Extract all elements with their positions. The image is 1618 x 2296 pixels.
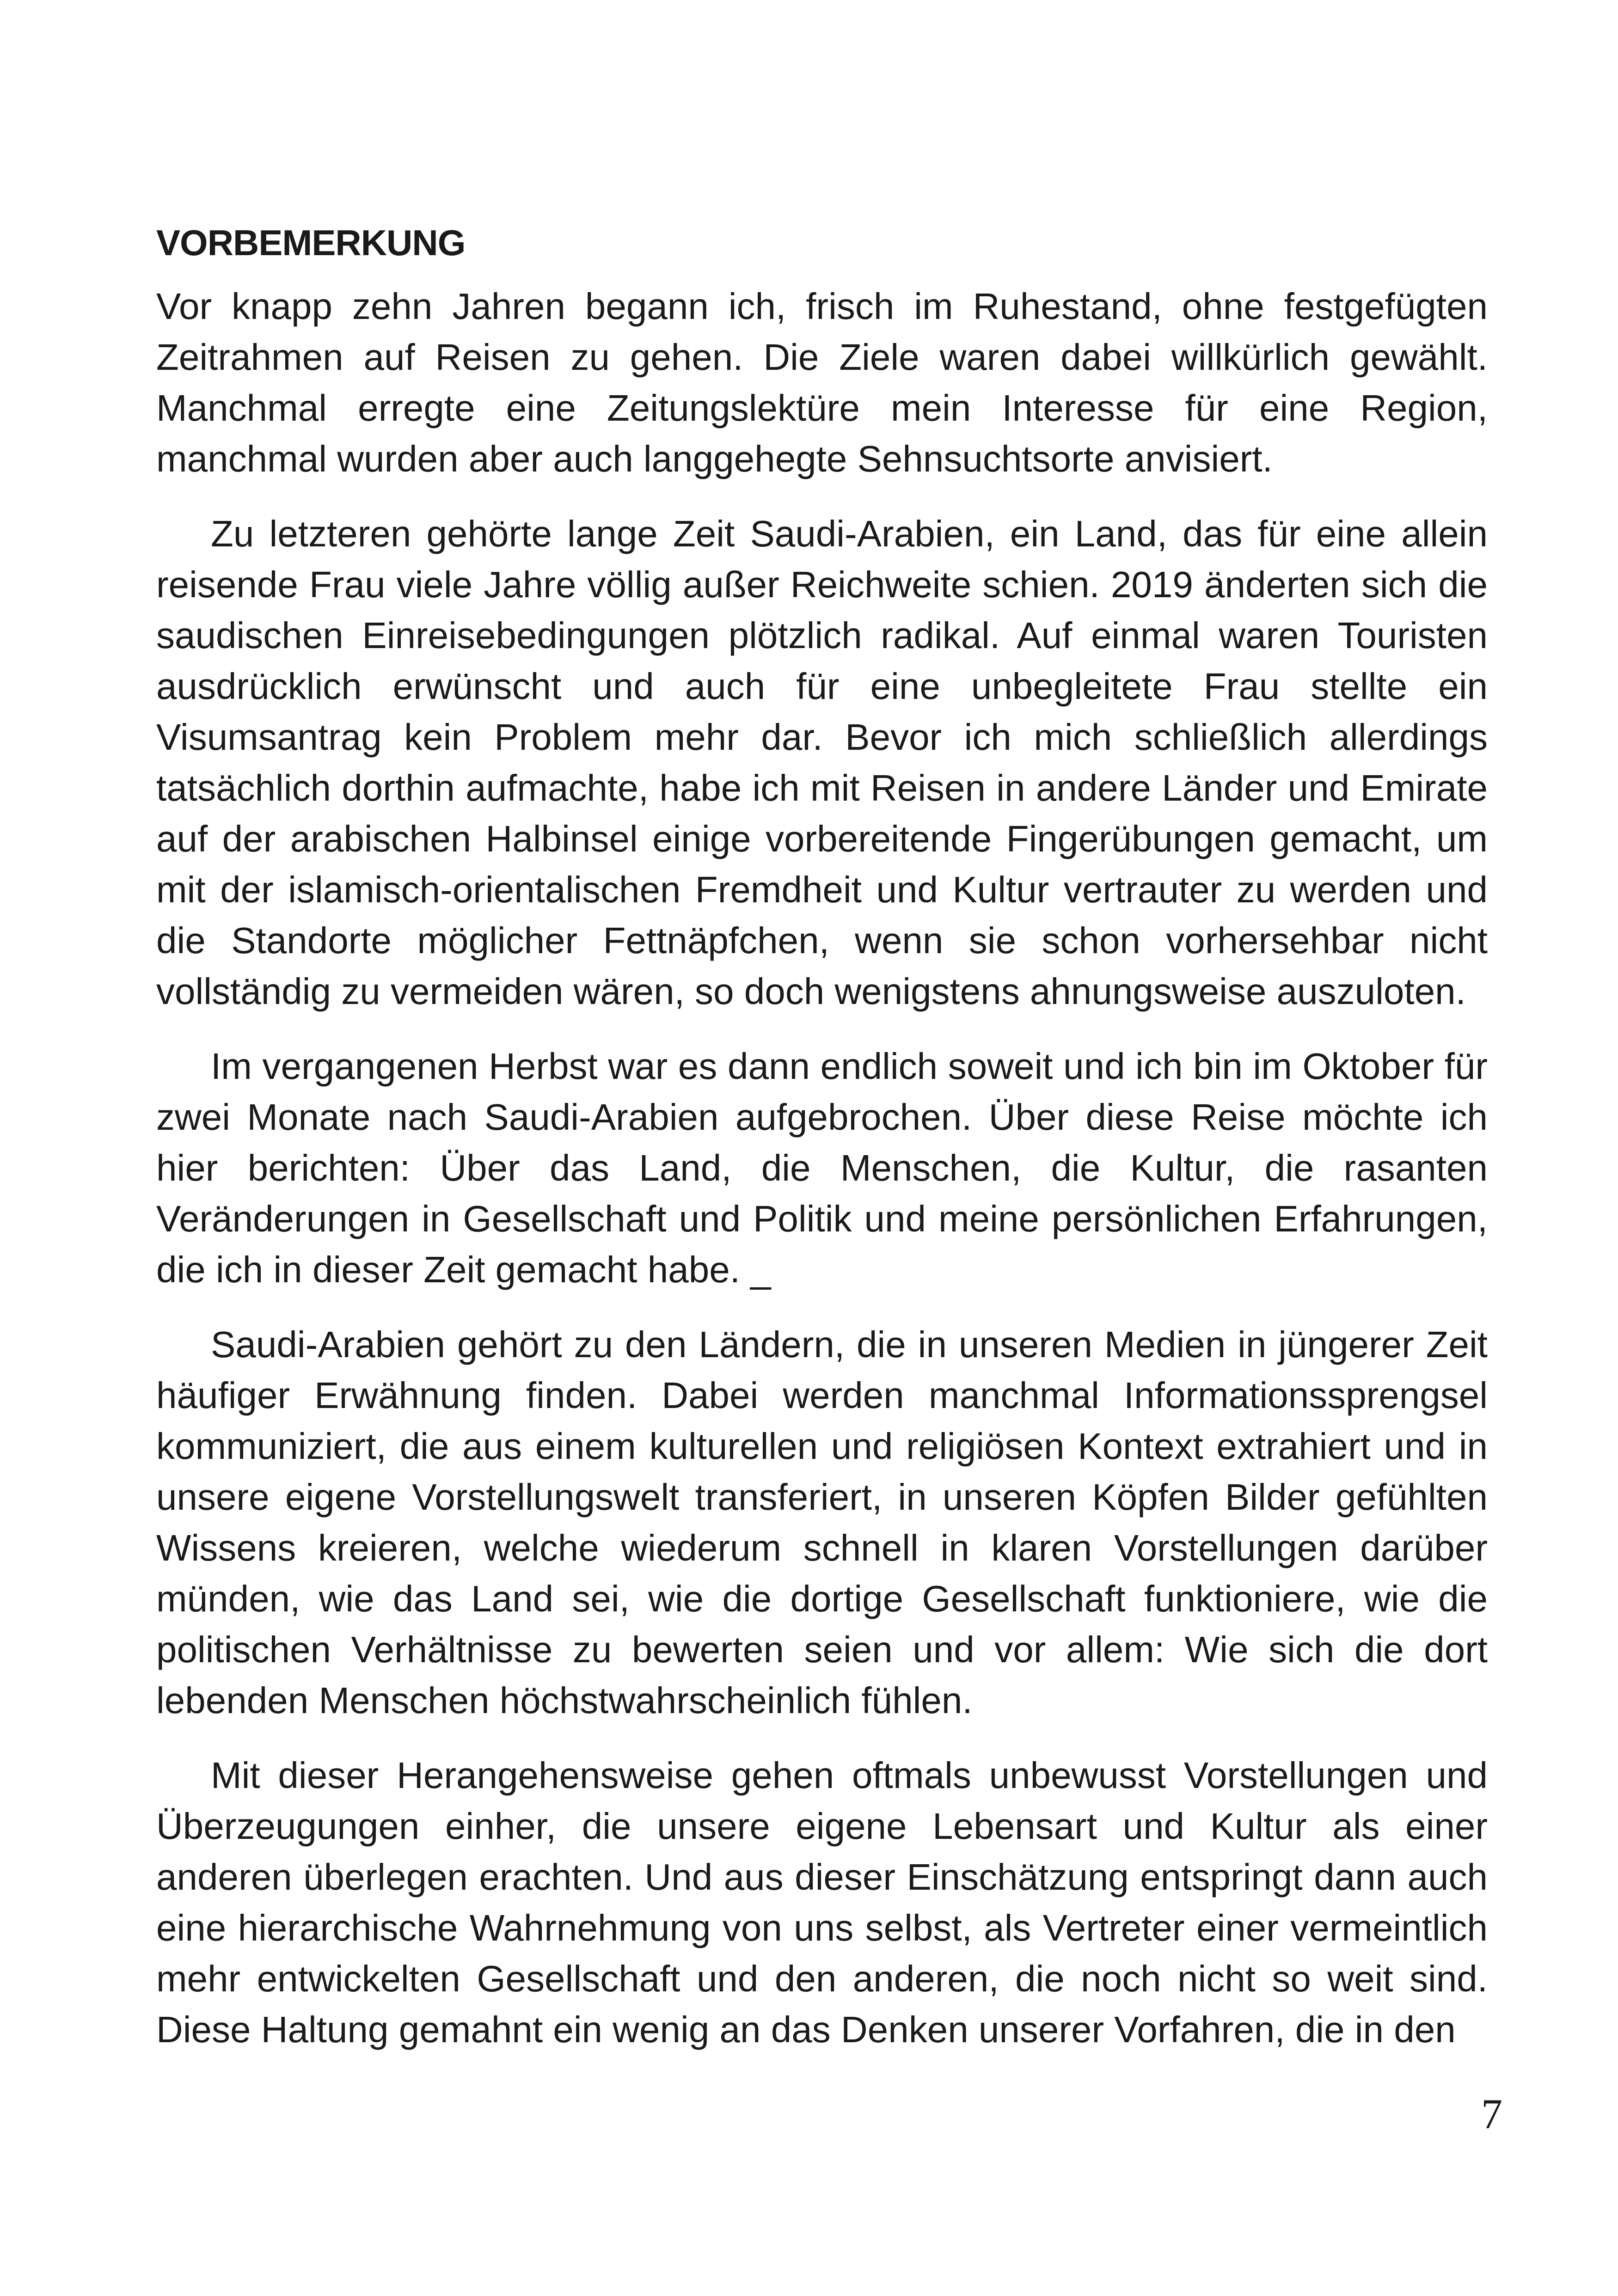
- paragraph-1: Vor knapp zehn Jahren begann ich, frisch im Ruhestand, ohne festgefügten Zeitrahmen auf Reisen zu gehen. Die Ziele waren dabei willkürlich gewählt. Manchmal erregte eine Zeitungslektüre mein Interesse für eine Region, manchmal wurden aber auch langgehegte Sehnsuchtsorte anvisiert.: [156, 286, 1488, 479]
- section-heading: VORBEMERKUNG: [156, 222, 466, 263]
- paragraph-5: Mit dieser Herangehensweise gehen oftmals unbewusst Vorstellungen und Überzeugungen einher, die unsere eigene Lebensart und Kultur als einer anderen überlegen erachten. Und aus dieser Einschätzung entspringt dann auch eine hierarchische Wahrnehmung von uns selbst, als Vertreter einer vermeintlich mehr entwickelten Gesellschaft und den anderen, die noch nicht so weit sind. Diese Haltung gemahnt ein wenig an das Denken unserer Vorfahren, die in den: [156, 1755, 1488, 2050]
- text-block: [156, 217, 1488, 2079]
- paragraph-4: Saudi-Arabien gehört zu den Ländern, die in unseren Medien in jüngerer Zeit häufiger Erwähnung finden. Dabei werden manchmal Informationssprengsel kommuniziert, die aus einem kulturellen und religiösen Kontext extrahiert und in unsere eigene Vorstellungswelt transferiert, in unseren Köpfen Bilder gefühlten Wissens kreieren, welche wiederum schnell in klaren Vorstellungen darüber münden, wie das Land sei, wie die dortige Gesellschaft funktioniere, wie die politischen Verhältnisse zu bewerten seien und vor allem: Wie sich die dort lebenden Menschen höchstwahrscheinlich fühlen.: [156, 1324, 1488, 1721]
- paragraph-2: Zu letzteren gehörte lange Zeit Saudi-Arabien, ein Land, das für eine allein reisende Frau viele Jahre völlig außer Reichweite schien. 2019 änderten sich die saudischen Einreisebedingungen plötzlich radikal. Auf einmal waren Touristen ausdrücklich erwünscht und auch für eine unbegleitete Frau stellte ein Visumsantrag kein Problem mehr dar. Bevor ich mich schließlich allerdings tatsächlich dorthin aufmachte, habe ich mit Reisen in andere Länder und Emirate auf der arabischen Halbinsel einige vorbereitende Fingerübungen gemacht, um mit der islamisch-orientalischen Fremdheit und Kultur vertrauter zu werden und die Standorte möglicher Fettnäpfchen, wenn sie schon vorhersehbar nicht vollständig zu vermeiden wären, so doch wenigstens ahnungsweise auszuloten.: [156, 513, 1488, 1012]
- paragraph-3: Im vergangenen Herbst war es dann endlich soweit und ich bin im Oktober für zwei Monate nach Saudi-Arabien aufgebrochen. Über diese Reise möchte ich hier berichten: Über das Land, die Menschen, die Kultur, die rasanten Veränderungen in Gesellschaft und Politik und meine persönlichen Erfahrungen, die ich in dieser Zeit gemacht habe. _: [156, 1046, 1488, 1290]
- page-number: 7: [1481, 2090, 1502, 2137]
